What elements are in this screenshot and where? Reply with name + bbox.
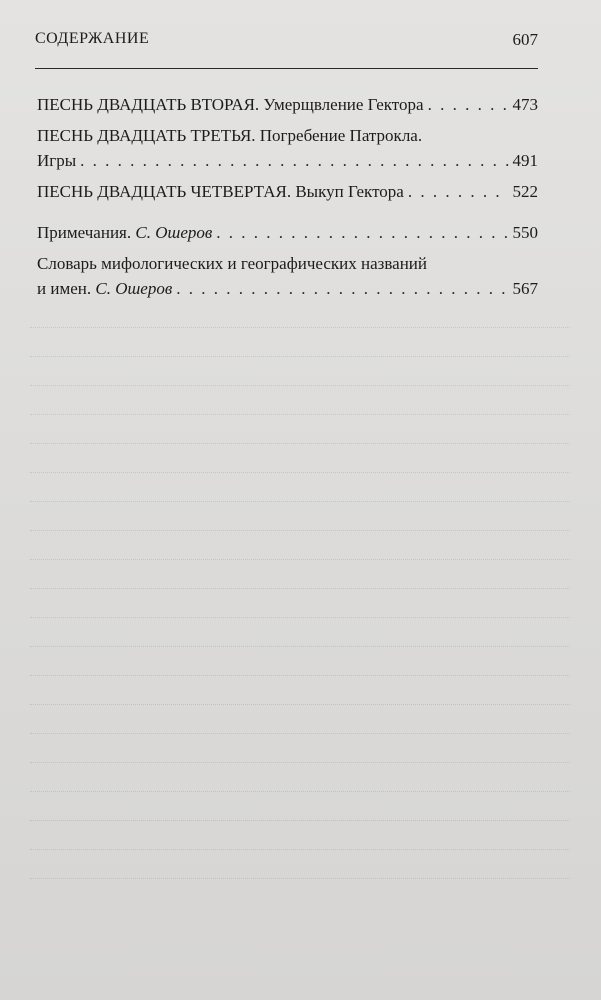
toc-entry-page: 491 (512, 151, 538, 170)
toc-entry-author: С. Ошеров (95, 279, 173, 298)
toc-entry-title: ПЕСНЬ ДВАДЦАТЬ ТРЕТЬЯ. Погребение Патрокла. (37, 126, 423, 145)
toc-entry-title-continued: и имен. (37, 279, 96, 298)
toc-entry-page: 522 (512, 182, 538, 201)
toc-entry (37, 123, 538, 173)
toc-entry (37, 251, 538, 301)
leader-dots (408, 179, 509, 204)
leader-dots (216, 220, 508, 245)
toc-entry-title: Словарь мифологических и географических названий (37, 254, 427, 273)
toc-entry-page: 473 (512, 95, 538, 114)
toc-entry-title-continued: Игры (37, 151, 77, 170)
header-rule (35, 68, 538, 69)
toc-entry (37, 220, 538, 245)
toc-entry-title: ПЕСНЬ ДВАДЦАТЬ ЧЕТВЕРТАЯ. Выкуп Гектора (37, 182, 404, 201)
show-through-text (30, 300, 570, 900)
page-number: 607 (512, 30, 538, 49)
leader-dots (176, 276, 508, 301)
table-of-contents (37, 92, 538, 307)
toc-entry-title: ПЕСНЬ ДВАДЦАТЬ ВТОРАЯ. Умерщвление Гектора (37, 95, 424, 114)
toc-entry-page: 567 (512, 279, 538, 298)
leader-dots (428, 92, 509, 117)
toc-entry-title: Примечания. (37, 223, 136, 242)
leader-dots (80, 148, 508, 173)
toc-entry-author: С. Ошеров (135, 223, 213, 242)
toc-entry-page: 550 (512, 223, 538, 242)
toc-entry (37, 92, 538, 117)
toc-entry (37, 179, 538, 204)
running-head: СОДЕРЖАНИЕ (35, 30, 150, 47)
